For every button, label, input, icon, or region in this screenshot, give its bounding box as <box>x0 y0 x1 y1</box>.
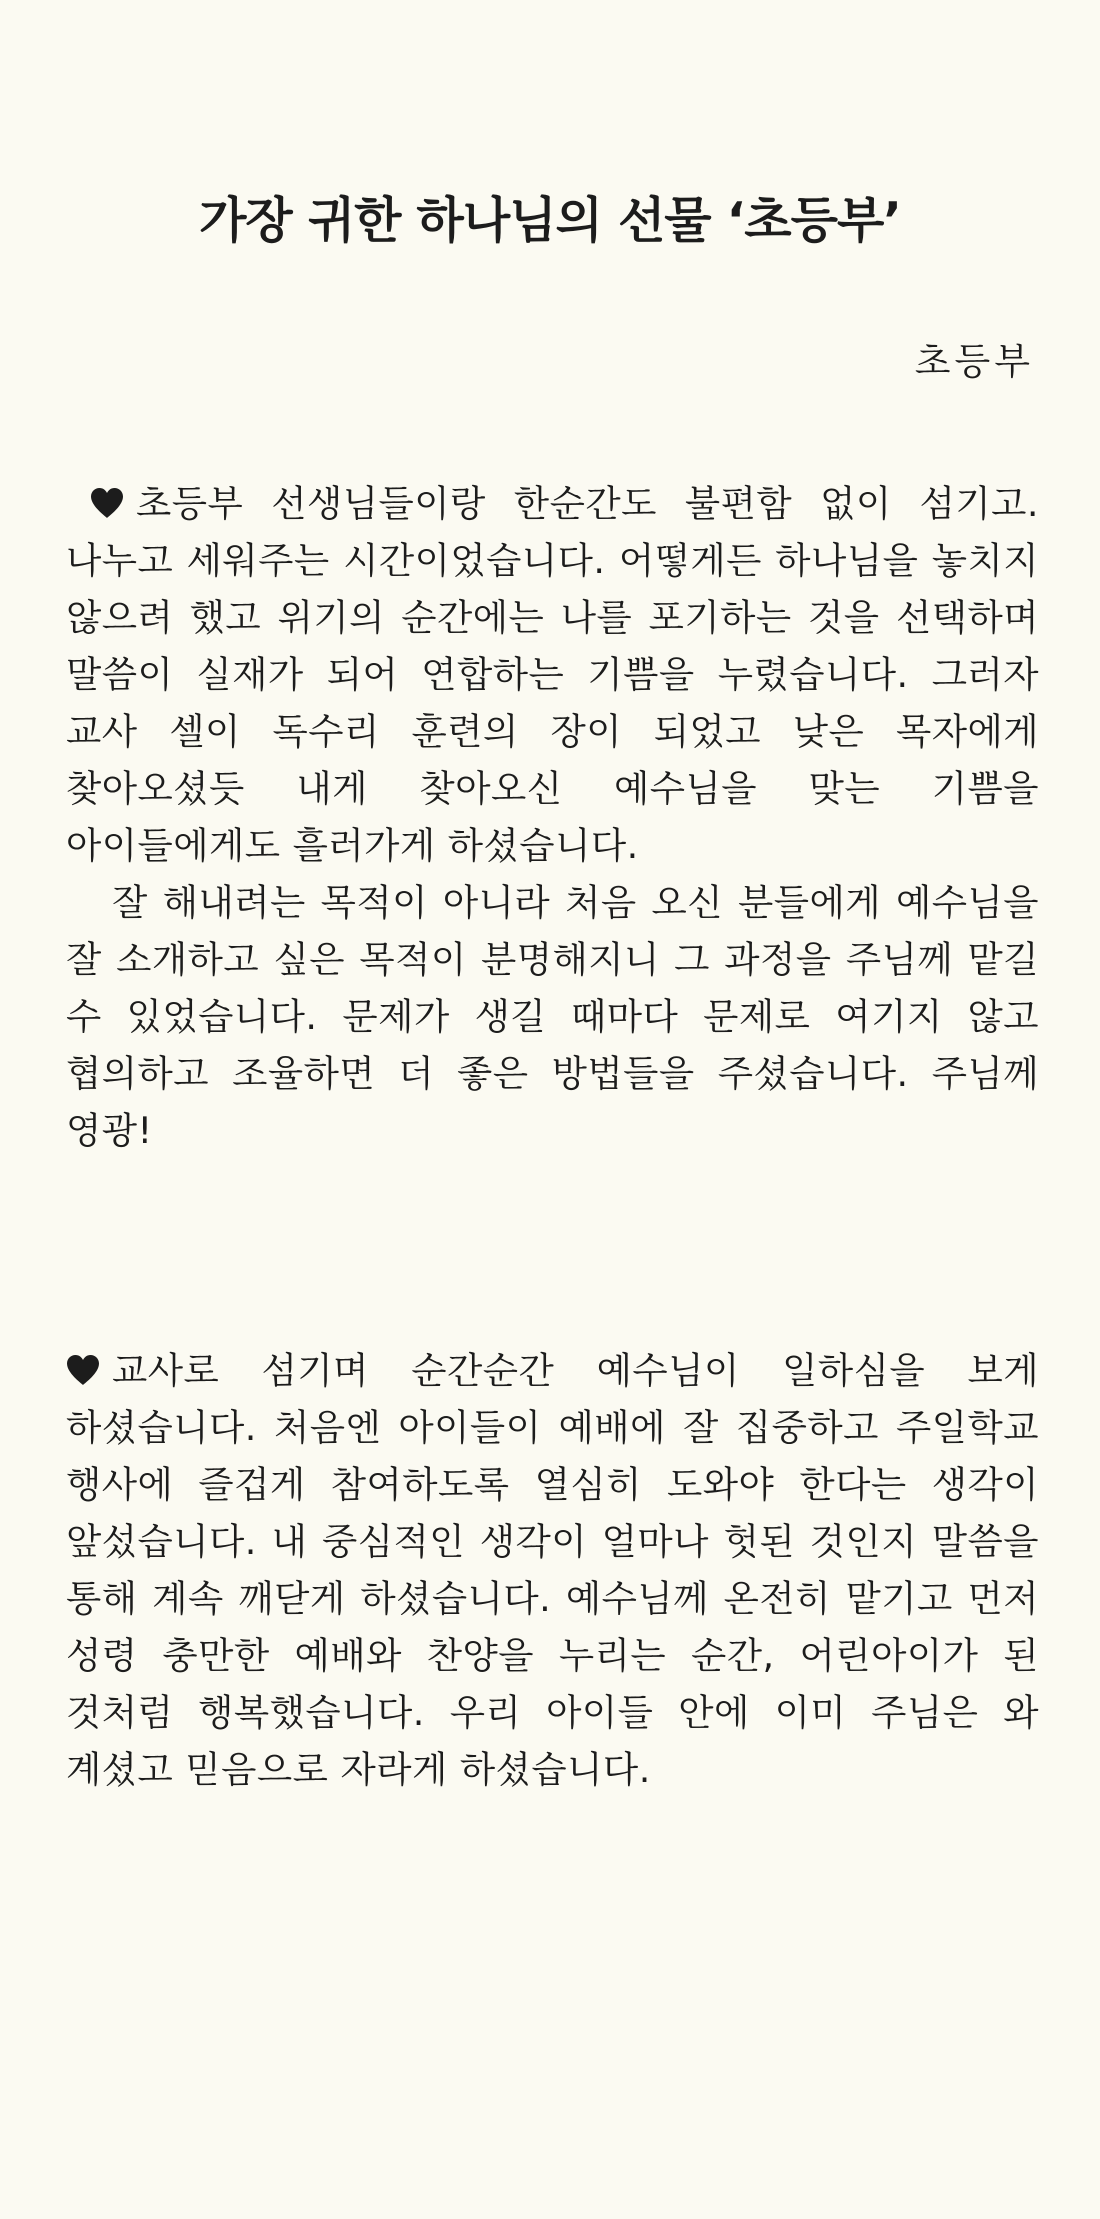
article-section-1 <box>66 475 1039 1159</box>
section-1-paragraph-1-text: 초등부 선생님들이랑 한순간도 불편함 없이 섬기고. 나누고 세워주는 시간이었습니다. 어떻게든 하나님을 놓치지 않으려 했고 위기의 순간에는 나를 포기하는 것을 선택하며 말씀이 실재가 되어 연합하는 기쁨을 누렸습니다. 그러자 교사 셀이 독수리 훈련의 장이 되었고 낮은 목자에게 찾아오셨듯 내게 찾아오신 예수님을 맞는 기쁨을 아이들에게도 흘러가게 하셨습니다. <box>66 482 1039 867</box>
section-1-paragraph-2: 잘 해내려는 목적이 아니라 처음 오신 분들에게 예수님을 잘 소개하고 싶은 목적이 분명해지니 그 과정을 주님께 맡길 수 있었습니다. 문제가 생길 때마다 문제로 여기지 않고 협의하고 조율하면 더 좋은 방법들을 주셨습니다. 주님께 영광! <box>66 881 1039 1152</box>
article-title: 가장 귀한 하나님의 선물 ‘초등부’ <box>199 192 901 249</box>
section-2-paragraph-1 <box>66 1342 1039 1798</box>
article-section-2 <box>66 1342 1039 1798</box>
heart-icon <box>90 487 124 519</box>
section-1-paragraph-1 <box>66 475 1039 874</box>
article-author: 초등부 <box>914 340 1034 383</box>
heart-icon <box>66 1354 100 1386</box>
section-2-paragraph-1-text: 교사로 섬기며 순간순간 예수님이 일하심을 보게 하셨습니다. 처음엔 아이들이 예배에 잘 집중하고 주일학교 행사에 즐겁게 참여하도록 열심히 도와야 한다는 생각이 앞섰습니다. 내 중심적인 생각이 얼마나 헛된 것인지 말씀을 통해 계속 깨닫게 하셨습니다. 예수님께 온전히 맡기고 먼저 성령 충만한 예배와 찬양을 누리는 순간, 어린아이가 된 것처럼 행복했습니다. 우리 아이들 안에 이미 주님은 와 계셨고 믿음으로 자라게 하셨습니다. <box>66 1349 1039 1791</box>
